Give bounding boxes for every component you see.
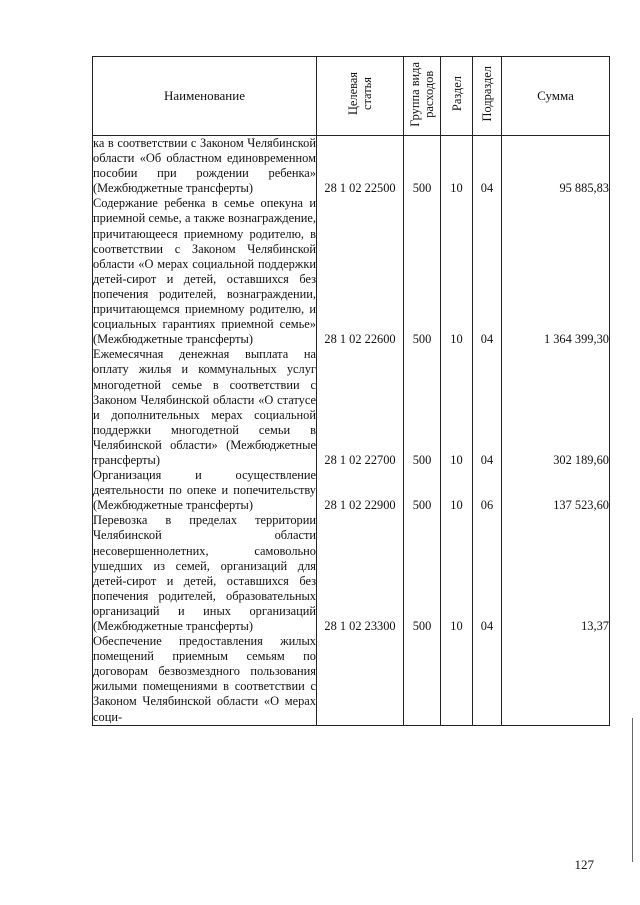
row-subsection: 04 — [473, 347, 502, 468]
header-name: Наименование — [93, 57, 317, 136]
row-subsection — [473, 634, 502, 725]
budget-table — [92, 56, 610, 726]
header-subsection: Подраздел — [473, 57, 502, 136]
row-section: 10 — [441, 136, 473, 197]
row-group: 500 — [404, 513, 441, 634]
table-row — [93, 347, 610, 468]
row-section: 10 — [441, 513, 473, 634]
row-group: 500 — [404, 196, 441, 347]
page-number: 127 — [574, 857, 594, 872]
table-row — [93, 136, 610, 197]
table-row — [93, 468, 610, 513]
row-section: 10 — [441, 196, 473, 347]
row-sum: 13,37 — [502, 513, 610, 634]
row-name: ка в соответствии с Законом Челябинской области «Об областном единовременном пособии при рождении ребенка» (Межбюджетные трансферты) — [93, 136, 316, 196]
row-subsection: 04 — [473, 136, 502, 197]
row-target — [317, 634, 404, 725]
row-subsection: 04 — [473, 513, 502, 634]
row-name: Обеспечение предоставления жилых помещений приемным семьям по договорам безвозмездного пользования жилыми помещениями в соответствии с Законом Челябинской области «О мерах соци- — [93, 634, 316, 724]
table-row — [93, 513, 610, 634]
row-name: Организация и осуществление деятельности по опеке и попечительству (Межбюджетные трансферты) — [93, 468, 316, 513]
row-section: 10 — [441, 347, 473, 468]
row-section — [441, 634, 473, 725]
row-target: 28 1 02 23300 — [317, 513, 404, 634]
table-row — [93, 634, 610, 725]
row-target: 28 1 02 22900 — [317, 468, 404, 513]
row-sum — [502, 634, 610, 725]
row-name: Ежемесячная денежная выплата на оплату жилья и коммунальных услуг многодетной семье в соответствии с Законом Челябинской области «О статусе и дополнительных мерах социальной поддержки многодетной семьи в Челябинской области» (Межбюджетные трансферты) — [93, 347, 316, 467]
row-sum: 1 364 399,30 — [502, 196, 610, 347]
row-group: 500 — [404, 136, 441, 197]
header-group: Группа вида расходов — [404, 57, 441, 136]
header-section: Раздел — [441, 57, 473, 136]
row-group: 500 — [404, 468, 441, 513]
row-subsection: 04 — [473, 196, 502, 347]
row-target: 28 1 02 22500 — [317, 136, 404, 197]
table-header-row — [93, 57, 610, 136]
row-sum: 137 523,60 — [502, 468, 610, 513]
header-target: Целевая статья — [317, 57, 404, 136]
row-name: Перевозка в пределах территории Челябинской области несовершеннолетних, самовольно ушедших из семей, организаций для детей-сирот и детей, оставшихся без попечения родителей, образовательных организаций и иных организаций (Межбюджетные трансферты) — [93, 513, 316, 633]
header-sum: Сумма — [502, 57, 610, 136]
row-name: Содержание ребенка в семье опекуна и приемной семье, а также вознаграждение, причитающееся приемному родителю, в соответствии с Законом Челябинской области «О мерах социальной поддержки детей-сирот и детей, оставшихся без попечения родителей, вознаграждении, причитающемся приемному родителю, и социальных гарантиях приемной семье» (Межбюджетные трансферты) — [93, 196, 316, 347]
row-subsection: 06 — [473, 468, 502, 513]
row-group — [404, 634, 441, 725]
row-section: 10 — [441, 468, 473, 513]
row-target: 28 1 02 22600 — [317, 196, 404, 347]
row-sum: 95 885,83 — [502, 136, 610, 197]
row-group: 500 — [404, 347, 441, 468]
scan-margin-line — [632, 718, 633, 862]
table-row — [93, 196, 610, 347]
row-target: 28 1 02 22700 — [317, 347, 404, 468]
row-sum: 302 189,60 — [502, 347, 610, 468]
